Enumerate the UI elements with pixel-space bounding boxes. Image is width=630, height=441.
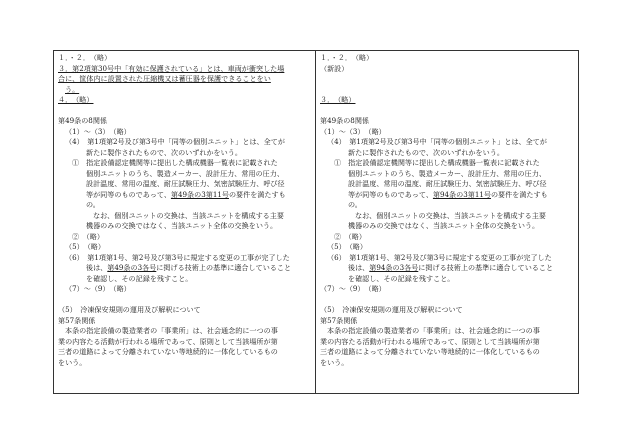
subitem-6-line2-ref: 第49条の3各号 xyxy=(107,263,157,272)
point-1-line2: 個別ユニットのうち、製造メーカー、設計圧力、常用の圧力、 xyxy=(348,168,546,178)
point-1-line4 xyxy=(320,190,575,201)
subitems-7-9: （7）～（9） （略） xyxy=(320,284,386,293)
para-57-line3: 三者の道路によって分離されていない等地続的に一体化しているもの xyxy=(58,347,278,356)
subitem-5: （5） （略） xyxy=(327,242,367,251)
point-2: ② （略） xyxy=(334,231,366,241)
subitem-6-line1: （6） 第1項第1号、第2号及び第3号に規定する変更の工事が完了した xyxy=(65,252,290,262)
subitem-4-line2: 新たに製作されたもので、次のいずれかをいう。 xyxy=(86,147,242,157)
subitem-6-line2-ref: 第94条の3各号 xyxy=(369,263,419,272)
section-heading-49-8: 第49条の8関係 xyxy=(58,116,108,125)
new-provision-note: （新設） xyxy=(320,63,349,73)
section-heading-49-8: 第49条の8関係 xyxy=(320,116,370,125)
para-57-line2: 業の内容たる活動が行われる場所であって、原則として当該場所が第 xyxy=(320,336,540,346)
subitem-6-line2-a: 後は、 xyxy=(348,263,370,272)
item-3-line2: 合に、筐体内に設置された圧縮機又は蓄圧器を保護できることをい xyxy=(58,74,271,83)
item-3 xyxy=(320,95,575,106)
subitem-6-line2-a: 後は、 xyxy=(86,263,108,272)
subitem-6-line3: を確認し、その記録を残すこと。 xyxy=(86,273,193,283)
point-1-line4-b: の要件を満たすも xyxy=(228,189,286,199)
point-1-line4-a: 等が同等のものであって、 xyxy=(86,189,171,199)
para-57-line3: 三者の道路によって分離されていない等地続的に一体化しているもの xyxy=(320,347,540,356)
para-57-line4: をいう。 xyxy=(58,357,87,367)
point-1-line1: ① 指定設備認定機関等に提出した構成機器一覧表に記載された xyxy=(334,158,540,167)
section-5-heading: （5） 冷凍保安規則の運用及び解釈について xyxy=(58,305,201,314)
para-57-line1: 本条の指定設備の製造業者の「事業所」は、社会通念的に一つの事 xyxy=(327,326,540,335)
point-1-line4 xyxy=(58,190,313,201)
section-5-heading: （5） 冷凍保安規則の運用及び解釈について xyxy=(320,305,463,314)
point-2: ② （略） xyxy=(72,231,104,241)
note-line1: なお、個別ユニットの交換は、当該ユニットを構成する主要 xyxy=(355,210,546,220)
subitem-6-line2 xyxy=(320,263,575,274)
point-1-line3: 設計温度、常用の温度、耐圧試験圧力、気密試験圧力、呼び径 xyxy=(348,179,547,188)
item-1-2: １．・２． （略） xyxy=(58,53,112,62)
para-57-line4: をいう。 xyxy=(320,357,349,367)
subitem-6-line2-b: に掲げる技術上の基準に適合していること xyxy=(418,263,554,272)
subitem-4-line2: 新たに製作されたもので、次のいずれかをいう。 xyxy=(348,147,504,157)
point-1-line4-ref: 第49条の3第11号 xyxy=(170,189,229,199)
section-heading-57: 第57条関係 xyxy=(58,315,96,325)
note-line1: なお、個別ユニットの交換は、当該ユニットを構成する主要 xyxy=(93,210,284,220)
para-57-line1: 本条の指定設備の製造業者の「事業所」は、社会通念的に一つの事 xyxy=(65,326,278,335)
current-column xyxy=(320,53,575,368)
para-57-line2: 業の内容たる活動が行われる場所であって、原則として当該場所が第 xyxy=(58,336,278,346)
subitem-5: （5） （略） xyxy=(65,242,105,251)
item-3-line3: う。 xyxy=(65,84,80,94)
note-line2: 機器のみの交換ではなく、当該ユニット全体の交換をいう。 xyxy=(348,221,540,230)
item-4-text: ４． （略） xyxy=(58,95,94,104)
subitem-6-line2 xyxy=(58,263,313,274)
point-1-line5: の。 xyxy=(86,200,100,209)
subitems-7-9: （7）～（9） （略） xyxy=(65,284,131,293)
item-1-2: １．・２． （略） xyxy=(320,53,374,62)
revised-column xyxy=(58,53,313,368)
subitem-4-line1: （4） 第1項第2号及び第3号中「同等の個別ユニット」とは、全てが xyxy=(327,137,547,146)
subitems-1-3: （1）～（3） （略） xyxy=(320,126,386,136)
point-1-line4-a: 等が同等のものであって、 xyxy=(348,189,433,199)
point-1-line2: 個別ユニットのうち、製造メーカー、設計圧力、常用の圧力、 xyxy=(86,168,284,178)
point-1-line3: 設計温度、常用の温度、耐圧試験圧力、気密試験圧力、呼び径 xyxy=(86,179,285,188)
point-1-line4-b: の要件を満たすも xyxy=(490,189,548,199)
subitems-1-3: （1）～（3） （略） xyxy=(65,126,131,136)
section-heading-57: 第57条関係 xyxy=(320,315,358,325)
column-divider xyxy=(315,51,316,393)
comparison-table xyxy=(53,50,579,394)
item-3-line1: ３．第2項第30号中「有効に保護されている」とは、車両が衝突した場 xyxy=(58,63,285,73)
note-line2: 機器のみの交換ではなく、当該ユニット全体の交換をいう。 xyxy=(86,221,278,230)
item-4 xyxy=(58,95,313,106)
subitem-6-line1: （6） 第1項第1号、第2号及び第3号に規定する変更の工事が完了した xyxy=(327,252,552,262)
subitem-4-line1: （4） 第1項第2号及び第3号中「同等の個別ユニット」とは、全てが xyxy=(65,137,285,146)
item-3-text: ３． （略） xyxy=(320,95,356,104)
point-1-line1: ① 指定設備認定機関等に提出した構成機器一覧表に記載された xyxy=(72,158,278,167)
subitem-6-line3: を確認し、その記録を残すこと。 xyxy=(348,273,455,283)
point-1-line4-ref: 第94条の3第11号 xyxy=(432,189,491,199)
subitem-6-line2-b: に掲げる技術上の基準に適合していること xyxy=(156,263,292,272)
point-1-line5: の。 xyxy=(348,200,362,209)
